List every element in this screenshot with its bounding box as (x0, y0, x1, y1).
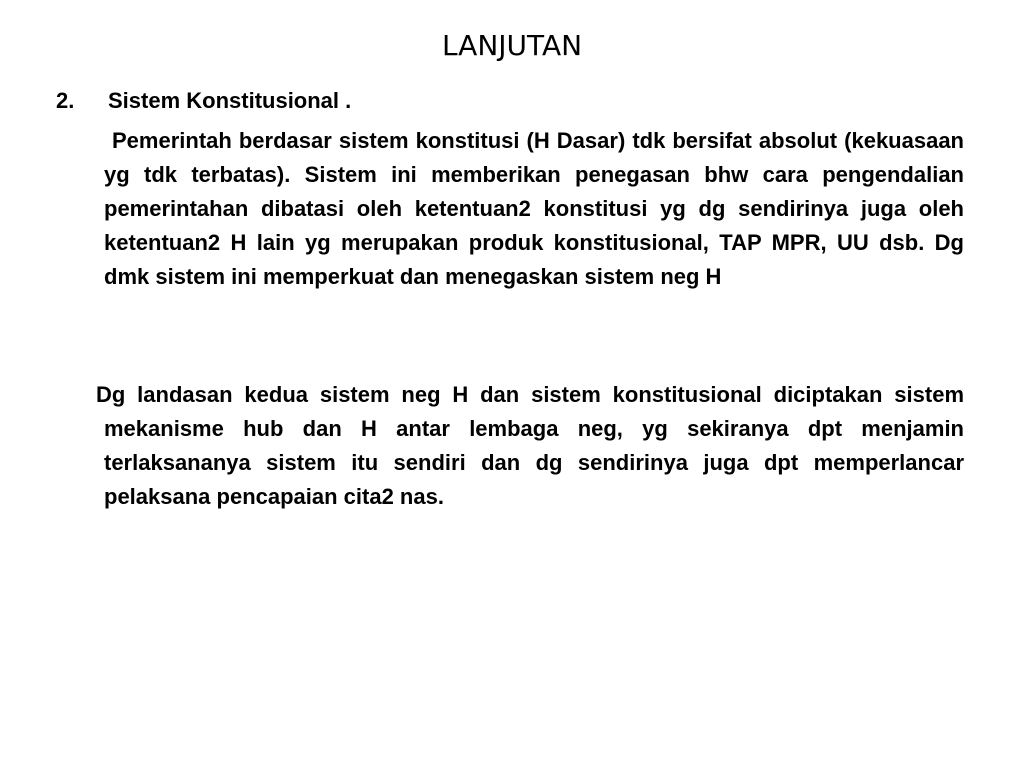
slide-title: LANJUTAN (441, 29, 583, 62)
paragraph-2: Dg landasan kedua sistem neg H dan sistem konstitusional diciptakan sistem mekanisme hub dan H antar lembaga neg, yg sekiranya dpt menjamin terlaksananya sistem itu sendiri dan dg sendirinya juga dpt memperlancar pelaksana pencapaian cita2 nas. (96, 382, 964, 509)
paragraph-1: Pemerintah berdasar sistem konstitusi (H Dasar) tdk bersifat absolut (kekuasaan yg tdk terbatas). Sistem ini memberikan penegasan bhw cara pengendalian pemerintahan dibatasi oleh ketentuan2 konstitusi yg dg sendirinya juga oleh ketentuan2 H lain yg merupakan produk konstitusional, TAP MPR, UU dsb. Dg dmk sistem ini memperkuat dan menegaskan sistem neg H (104, 128, 964, 289)
item-heading: Sistem Konstitusional . (108, 88, 352, 113)
numbered-item (56, 86, 966, 116)
item-number: 2. (56, 88, 75, 113)
